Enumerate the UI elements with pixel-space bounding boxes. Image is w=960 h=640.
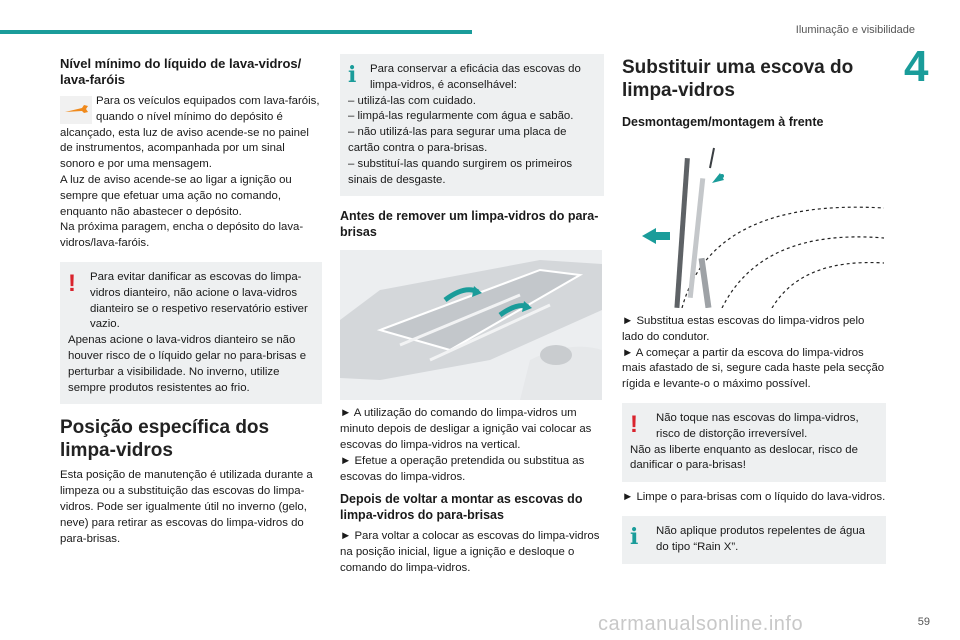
- warning-text-2: Apenas acione o lava-vidros dianteiro se não houver risco de o líquido gelar no para-brisas e perturbar a visibilidade. No inverno, utilize sempre produtos resistentes ao frio.: [68, 334, 307, 394]
- warning-note-washer: [60, 262, 322, 404]
- page-number: 59: [917, 616, 930, 628]
- info-icon: i: [630, 523, 639, 550]
- fluid-text-3: Na próxima paragem, encha o depósito do lava-vidros/lava-faróis.: [60, 221, 304, 250]
- warning-text-1: Não toque nas escovas do limpa-vidros, risco de distorção irreversível.: [656, 411, 859, 440]
- replace-step-3: ► Limpe o para-brisas com o líquido do lava-vidros.: [622, 491, 886, 504]
- windshield-illustration: [340, 250, 602, 400]
- heading-replace-blade: Substituir uma escova do limpa-vidros: [622, 57, 854, 101]
- heading-fluid-level: Nível mínimo do líquido de lava-vidros/ lava-faróis: [60, 56, 302, 87]
- fluid-paragraph-block: [60, 94, 322, 252]
- warning-icon: !: [630, 410, 638, 438]
- heading-after-remount: Depois de voltar a montar as escovas do limpa-vidros do para-brisas: [340, 492, 583, 523]
- fluid-text-1: Para os veículos equipados com lava-faróis, quando o nível mínimo do depósito é alcançado, esta luz de aviso acende-se no painel de instrumentos, acompanhada por um sinal sonoro e por uma mensagem.: [60, 95, 320, 171]
- heading-front-removal: Desmontagem/montagem à frente: [622, 115, 824, 129]
- info-rainx-text: Não aplique produtos repelentes de água do tipo “Rain X”.: [656, 524, 865, 553]
- info-intro: Para conservar a eficácia das escovas do limpa-vidros, é aconselhável:: [370, 63, 581, 91]
- header-accent-bar: [0, 30, 472, 34]
- info-item: – substituí-las quando surgirem os primeiros sinais de desgaste.: [348, 157, 573, 186]
- info-note-rainx: [622, 516, 886, 564]
- info-item: – limpá-las regularmente com água e sabão.: [348, 110, 574, 123]
- column-3: [622, 50, 886, 572]
- column-2: [340, 50, 604, 577]
- position-text: Esta posição de manutenção é utilizada durante a limpeza ou a substituição das escovas do limpa-vidros. Pode ser igualmente útil no inverno (gelo, neve) para retirar as escovas do limpa-vidros do para-brisas.: [60, 469, 313, 545]
- wrench-icon: [60, 96, 92, 124]
- replace-step-2: ► A começar a partir da escova do limpa-vidros mais afastado de si, segure cada haste pela secção rígida e levante-o o máximo possível.: [622, 346, 885, 391]
- warning-text-1: Para evitar danificar as escovas do limpa-vidros dianteiro, não acione o lava-vidros dianteiro se o respetivo reservatório estiver vazio.: [90, 270, 308, 331]
- info-note-care: [340, 54, 604, 196]
- fluid-text-2: A luz de aviso acende-se ao ligar a ignição ou sempre que efetuar uma ação no comando, enquanto não abastecer o depósito.: [60, 173, 292, 218]
- column-1: [60, 50, 322, 547]
- before-step-2: ► Efetue a operação pretendida ou substitua as escovas do limpa-vidros.: [340, 454, 585, 483]
- warning-icon: !: [68, 269, 76, 297]
- warning-note-blades: [622, 403, 886, 482]
- header-title: Iluminação e visibilidade: [795, 24, 915, 36]
- info-icon: i: [348, 62, 357, 88]
- replace-step-1: ► Substitua estas escovas do limpa-vidros pelo lado do condutor.: [622, 315, 865, 343]
- info-item: – utilizá-las com cuidado.: [348, 94, 476, 107]
- heading-before-removal: Antes de remover um limpa-vidros do para-brisas: [340, 209, 599, 240]
- warning-text-2: Não as liberte enquanto as deslocar, risco de danificar o para-brisas!: [630, 443, 858, 472]
- wiper-blade-illustration: [622, 138, 884, 308]
- watermark: carmanualsonline.info: [598, 613, 804, 635]
- chapter-number: 4: [904, 42, 929, 91]
- after-step: ► Para voltar a colocar as escovas do limpa-vidros na posição inicial, ligue a ignição e desloque o comando do limpa-vidros.: [340, 530, 600, 574]
- heading-position: Posição específica dos limpa-vidros: [60, 417, 270, 462]
- info-item: – não utilizá-las para segurar uma placa de cartão contra o para-brisas.: [348, 126, 567, 154]
- before-step-1: ► A utilização do comando do limpa-vidros um minuto depois de desligar a ignição vai colocar as escovas do limpa-vidros na vertical.: [340, 407, 592, 451]
